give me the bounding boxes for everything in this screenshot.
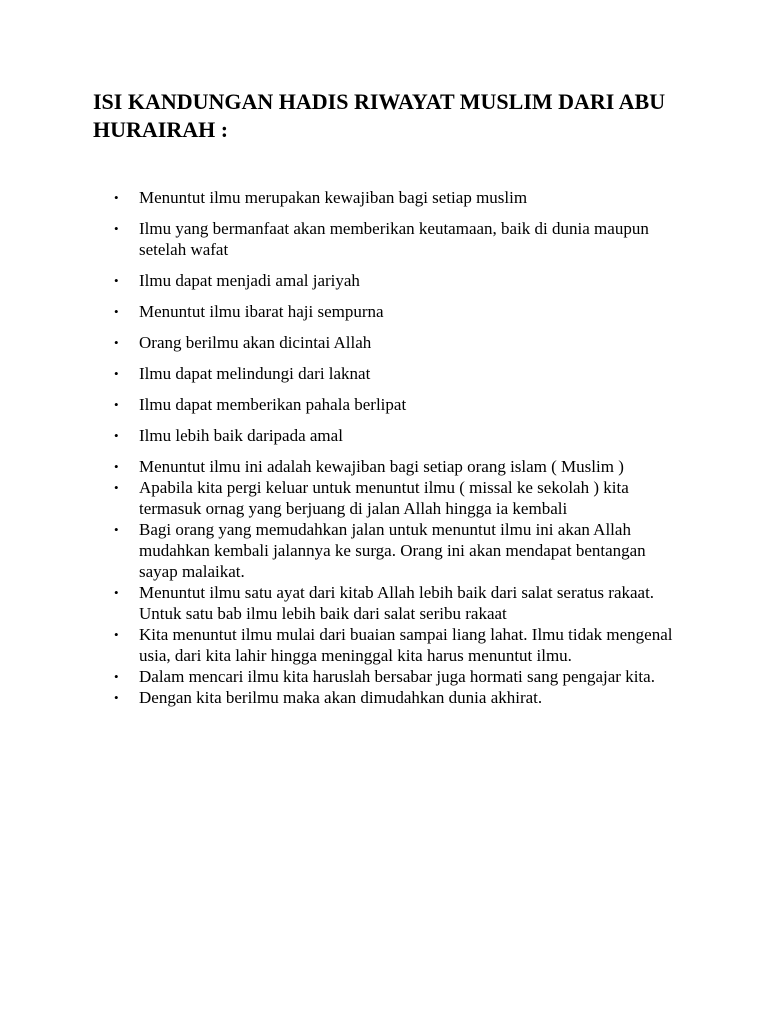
bullet-icon: • [114, 273, 119, 288]
bullet-icon: • [114, 428, 119, 443]
list-item [0, 270, 768, 291]
list-item-text: Ilmu yang bermanfaat akan memberikan keutamaan, baik di dunia maupun setelah wafat [139, 219, 649, 259]
bullet-icon: • [114, 304, 119, 319]
list-item-text: Ilmu dapat memberikan pahala berlipat [139, 395, 407, 414]
list-item [0, 187, 768, 208]
list-item-text: Menuntut ilmu satu ayat dari kitab Allah lebih baik dari salat seratus rakaat. Untuk satu bab ilmu lebih baik dari salat seribu rakaat [139, 583, 655, 623]
bullet-icon: • [114, 221, 119, 236]
list-item [0, 477, 768, 519]
bullet-icon: • [114, 669, 119, 684]
bullet-icon: • [114, 366, 119, 381]
list-item [0, 363, 768, 384]
list-item [0, 624, 768, 666]
list-item [0, 332, 768, 353]
bullet-icon: • [114, 480, 119, 495]
list-item-text: Dengan kita berilmu maka akan dimudahkan dunia akhirat. [139, 688, 543, 707]
list-item-text: Orang berilmu akan dicintai Allah [139, 333, 372, 352]
document-title: ISI KANDUNGAN HADIS RIWAYAT MUSLIM DARI ABU HURAIRAH : [93, 89, 666, 142]
bullet-icon: • [114, 335, 119, 350]
list-item [0, 394, 768, 415]
list-item-text: Ilmu lebih baik daripada amal [139, 426, 343, 445]
list-item-text: Menuntut ilmu ini adalah kewajiban bagi setiap orang islam ( Muslim ) [139, 457, 624, 476]
list-item-text: Menuntut ilmu ibarat haji sempurna [139, 302, 384, 321]
bullet-icon: • [114, 190, 119, 205]
list-item [0, 687, 768, 708]
bullet-icon: • [114, 627, 119, 642]
bullet-list-spaced [0, 187, 768, 456]
list-item [0, 582, 768, 624]
list-item-text: Menuntut ilmu merupakan kewajiban bagi setiap muslim [139, 188, 528, 207]
list-item [0, 456, 768, 477]
bullet-icon: • [114, 585, 119, 600]
list-item [0, 425, 768, 446]
bullet-icon: • [114, 690, 119, 705]
list-item-text: Bagi orang yang memudahkan jalan untuk menuntut ilmu ini akan Allah mudahkan kembali jalannya ke surga. Orang ini akan mendapat bentangan sayap malaikat. [139, 520, 646, 581]
bullet-icon: • [114, 522, 119, 537]
list-item-text: Kita menuntut ilmu mulai dari buaian sampai liang lahat. Ilmu tidak mengenal usia, dari kita lahir hingga meninggal kita harus menuntut ilmu. [139, 625, 673, 665]
list-item-text: Dalam mencari ilmu kita haruslah bersabar juga hormati sang pengajar kita. [139, 667, 655, 686]
list-item [0, 666, 768, 687]
list-item-text: Ilmu dapat melindungi dari laknat [139, 364, 371, 383]
list-item-text: Ilmu dapat menjadi amal jariyah [139, 271, 360, 290]
bullet-icon: • [114, 459, 119, 474]
list-item-text: Apabila kita pergi keluar untuk menuntut ilmu ( missal ke sekolah ) kita termasuk ornag yang berjuang di jalan Allah hingga ia kembali [139, 478, 629, 518]
bullet-list-tight [0, 456, 768, 708]
list-item [0, 301, 768, 322]
list-item [0, 218, 768, 260]
list-item [0, 519, 768, 582]
bullet-icon: • [114, 397, 119, 412]
